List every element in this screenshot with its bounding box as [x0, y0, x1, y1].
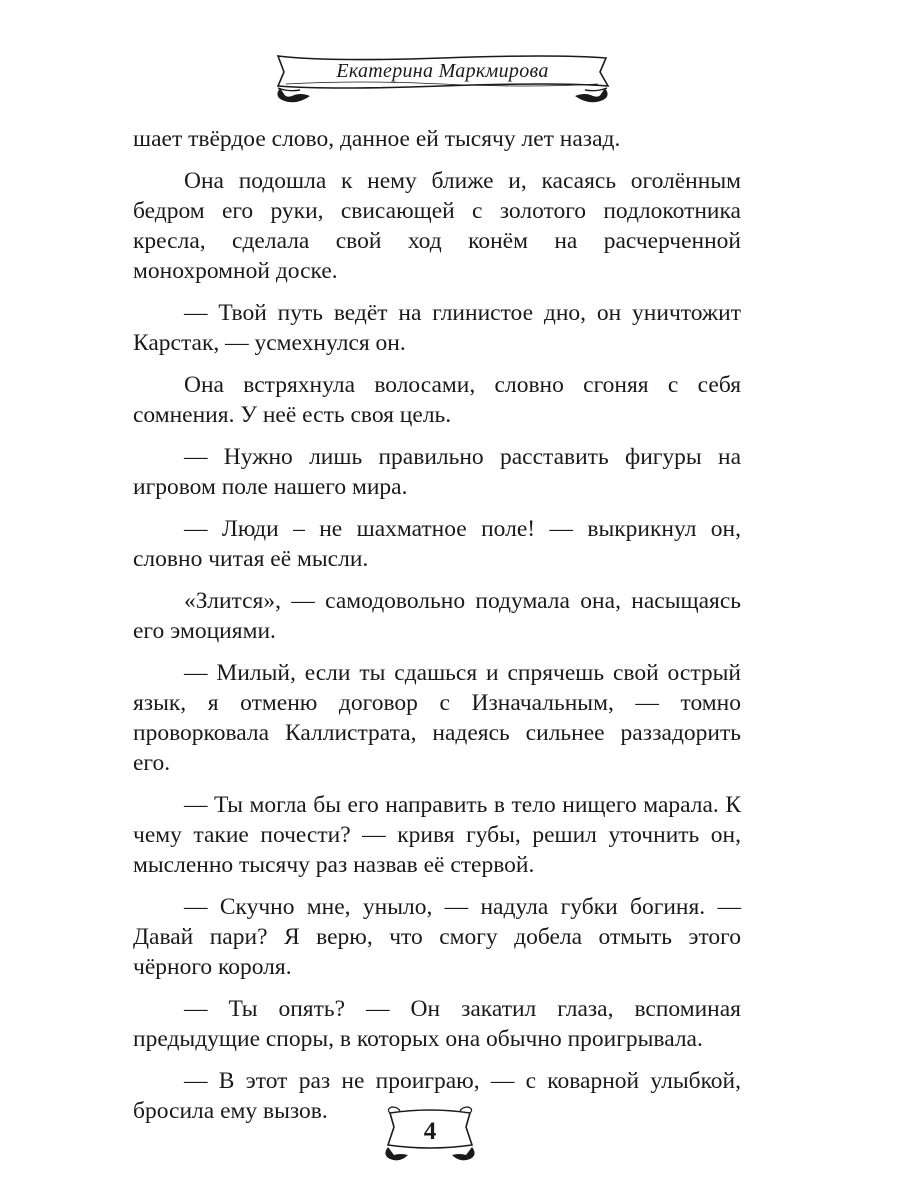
body-text: [133, 124, 741, 1138]
running-header-banner: [270, 52, 615, 114]
paragraph: — В этот раз не проиграю, — с коварной улыбкой, бросила ему вызов.: [133, 1068, 741, 1124]
header-author: Екатерина Маркмирова: [336, 60, 549, 82]
paragraph: — Скучно мне, уныло, — надула губки богиня. — Давай пари? Я верю, что смогу добела отмыть этого чёрного короля.: [133, 894, 741, 980]
paragraph: «Злится», — самодовольно подумала она, насыщаясь его эмоциями.: [133, 588, 741, 644]
paragraph: — Ты могла бы его направить в тело нищего марала. К чему такие почести? — кривя губы, решил уточнить он, мысленно тысячу раз назвав её стервой.: [133, 792, 741, 878]
paragraph: — Ты опять? — Он закатил глаза, вспоминая предыдущие споры, в которых она обычно проигрывала.: [133, 996, 741, 1052]
page-number: 4: [423, 1118, 437, 1145]
page-number-banner: [380, 1105, 480, 1167]
paragraph: Она подошла к нему ближе и, касаясь оголённым бедром его руки, свисающей с золотого подлокотника кресла, сделала свой ход конём на расчерченной монохромной доске.: [133, 168, 741, 284]
paragraph: — Нужно лишь правильно расставить фигуры на игровом поле нашего мира.: [133, 444, 741, 500]
paragraph: — Твой путь ведёт на глинистое дно, он уничтожит Карстак, — усмехнулся он.: [133, 300, 741, 356]
paragraph: — Милый, если ты сдашься и спрячешь свой острый язык, я отменю договор с Изначальным, — томно проворковала Каллистрата, надеясь сильнее раззадорить его.: [133, 660, 741, 776]
paragraph: Она встряхнула волосами, словно сгоняя с себя сомнения. У неё есть своя цель.: [133, 372, 741, 428]
paragraph: шает твёрдое слово, данное ей тысячу лет назад.: [133, 126, 621, 152]
paragraph: — Люди – не шахматное поле! — выкрикнул он, словно читая её мысли.: [133, 516, 741, 572]
